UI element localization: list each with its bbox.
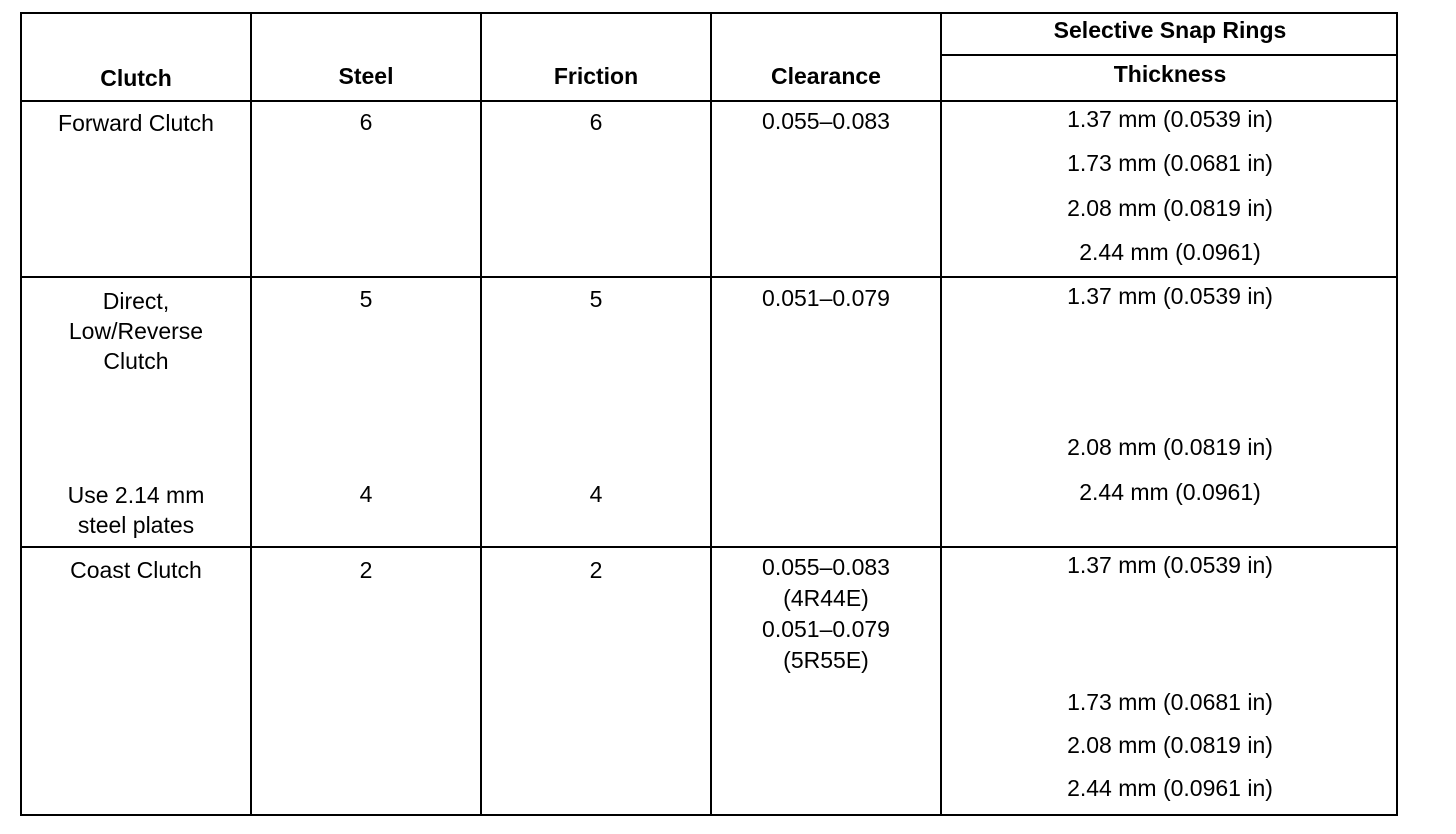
row-direct-clutch-thickness: 2.08 mm (0.0819 in) <box>1067 434 1273 460</box>
row-direct-clutch-sub-friction: 4 <box>589 481 603 507</box>
row-coast-clutch-clearance: 0.055–0.083 (4R44E) 0.051–0.079 (5R55E) <box>762 554 890 673</box>
row-forward-clutch-thickness: 2.08 mm (0.0819 in) <box>1067 195 1273 221</box>
header-bottom-divider <box>20 100 1398 102</box>
row-forward-clutch-thickness: 1.73 mm (0.0681 in) <box>1067 150 1273 176</box>
row-coast-clutch-thickness: 2.08 mm (0.0819 in) <box>1067 732 1273 758</box>
row-forward-clutch-thickness: 1.37 mm (0.0539 in) <box>1067 106 1273 132</box>
row-direct-clutch-friction: 5 <box>589 286 603 312</box>
row-divider <box>20 276 1398 278</box>
row-direct-clutch-sub-name: Use 2.14 mm steel plates <box>67 482 205 538</box>
row-direct-clutch-thickness: 1.37 mm (0.0539 in) <box>1067 283 1273 309</box>
row-forward-clutch-clearance: 0.055–0.083 <box>762 108 890 134</box>
row-direct-clutch-name: Direct, Low/Reverse Clutch <box>68 288 204 374</box>
row-coast-clutch-friction: 2 <box>589 557 603 583</box>
row-coast-clutch-thickness: 1.37 mm (0.0539 in) <box>1067 552 1273 578</box>
header-clearance: Clearance <box>771 63 881 89</box>
header-steel: Steel <box>338 63 394 89</box>
row-coast-clutch-thickness: 1.73 mm (0.0681 in) <box>1067 689 1273 715</box>
row-direct-clutch-steel: 5 <box>359 286 373 312</box>
header-clutch: Clutch <box>100 65 172 91</box>
row-coast-clutch-name: Coast Clutch <box>70 557 202 583</box>
header-thickness: Thickness <box>1113 61 1227 87</box>
header-friction: Friction <box>553 63 639 89</box>
row-forward-clutch-name: Forward Clutch <box>58 110 214 136</box>
row-direct-clutch-clearance: 0.051–0.079 <box>762 285 890 311</box>
row-divider <box>20 546 1398 548</box>
row-direct-clutch-sub-steel: 4 <box>359 481 373 507</box>
row-forward-clutch-friction: 6 <box>589 109 603 135</box>
row-coast-clutch-steel: 2 <box>359 557 373 583</box>
row-coast-clutch-thickness: 2.44 mm (0.0961 in) <box>1067 775 1273 801</box>
row-direct-clutch-thickness: 2.44 mm (0.0961) <box>1079 479 1261 505</box>
row-forward-clutch-thickness: 2.44 mm (0.0961) <box>1079 239 1261 265</box>
header-selective-snap-rings: Selective Snap Rings <box>1053 17 1287 43</box>
row-forward-clutch-steel: 6 <box>359 109 373 135</box>
group-header-divider <box>940 54 1398 56</box>
